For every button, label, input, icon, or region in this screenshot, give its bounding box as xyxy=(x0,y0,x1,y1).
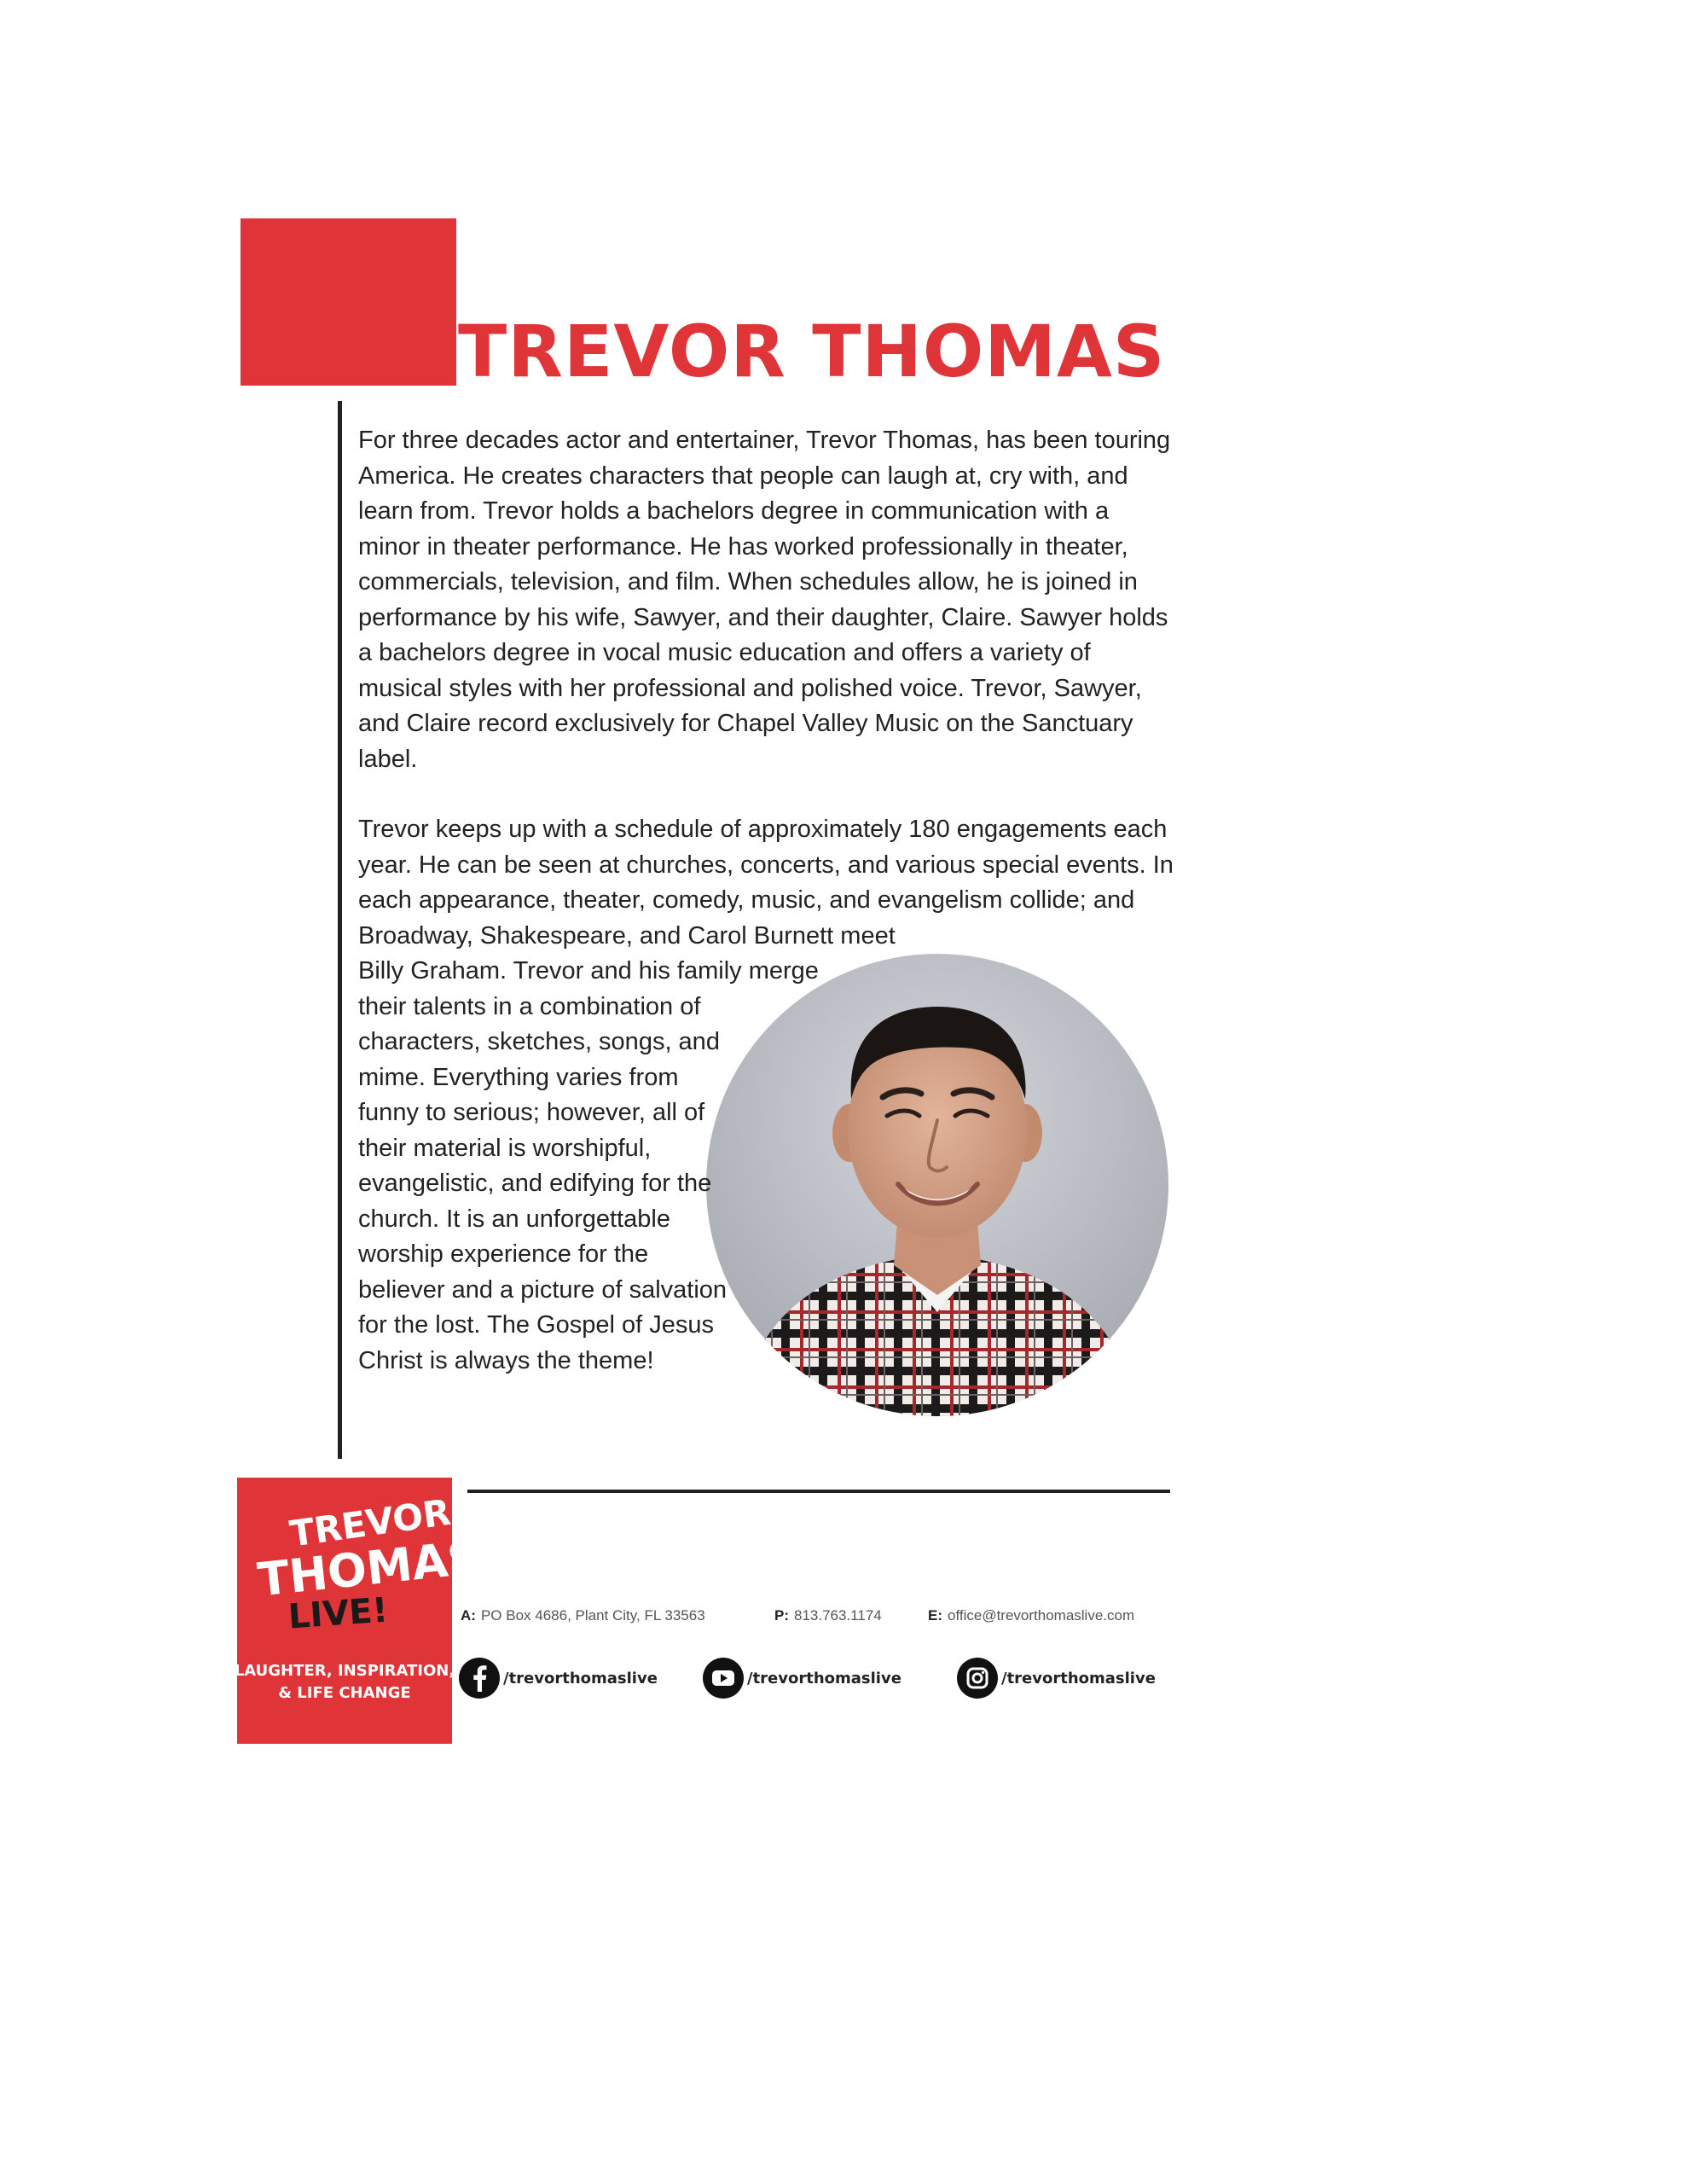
address-label: A: xyxy=(461,1607,476,1623)
youtube-handle[interactable]: /trevorthomaslive xyxy=(747,1669,901,1687)
wrap-shape xyxy=(699,953,1177,1431)
facebook-handle[interactable]: /trevorthomaslive xyxy=(503,1669,658,1687)
social-instagram[interactable] xyxy=(957,1657,1156,1699)
logo-line-3: LIVE! xyxy=(287,1590,390,1637)
logo-tagline-1: LAUGHTER, INSPIRATION, xyxy=(237,1662,452,1680)
bio-paragraph-2 xyxy=(358,812,1177,1379)
bio-paragraph-2-text: Trevor keeps up with a schedule of approximately 180 engagements each year. He can be seen at churches, concerts, and various special events. In each appearance, theater, comedy, music, and evangelism collide; and Broadway, Shakespeare, and Carol Burnett meet Billy Graham. Trevor and his family merge their talents in a combination of characters, sketches, songs, and mime. Everything varies from funny to serious; however, all of their material is worshipful, evangelistic, and edifying for the church. It is an unforgettable worship experience for the believer and a picture of salvation for the lost. The Gospel of Jesus Christ is always the theme! xyxy=(358,816,1174,1374)
facebook-icon xyxy=(459,1658,500,1699)
bio-paragraph-1: For three decades actor and entertainer, Trevor Thomas, has been touring America. He creates characters that people can laugh at, cry with, and learn from. Trevor holds a bachelors degree in communication with a minor in theater performance. He has worked professionally in theater, commercials, television, and film. When schedules allow, he is joined in performance by his wife, Sawyer, and their daughter, Claire. Sawyer holds a bachelors degree in vocal music education and offers a variety of musical styles with her professional and polished voice. Trevor, Sawyer, and Claire record exclusively for Chapel Valley Music on the Sanctuary label. xyxy=(358,427,1171,773)
page-title: TREVOR THOMAS xyxy=(458,310,1166,393)
phone-label: P: xyxy=(774,1607,789,1623)
red-accent-block xyxy=(241,218,456,386)
bio-text xyxy=(358,423,1177,1431)
email-label: E: xyxy=(928,1607,942,1623)
contact-phone xyxy=(774,1607,882,1624)
brand-logo xyxy=(237,1478,452,1744)
phone-value: 813.763.1174 xyxy=(794,1607,882,1623)
logo-artwork xyxy=(237,1478,452,1744)
social-youtube[interactable] xyxy=(703,1657,901,1699)
logo-tagline-2: & LIFE CHANGE xyxy=(278,1684,411,1702)
address-value: PO Box 4686, Plant City, FL 33563 xyxy=(480,1607,705,1623)
logo-line-2: THOMAS xyxy=(255,1530,452,1607)
logo-line-1: TREVOR xyxy=(287,1490,452,1555)
vertical-divider xyxy=(338,401,342,1459)
instagram-icon xyxy=(957,1658,998,1699)
social-facebook[interactable] xyxy=(459,1657,658,1699)
contact-address xyxy=(461,1607,705,1624)
youtube-icon xyxy=(703,1658,744,1699)
footer-divider xyxy=(467,1490,1170,1493)
email-value: office@trevorthomaslive.com xyxy=(948,1607,1135,1623)
instagram-handle[interactable]: /trevorthomaslive xyxy=(1001,1669,1156,1687)
contact-email xyxy=(928,1607,1134,1624)
